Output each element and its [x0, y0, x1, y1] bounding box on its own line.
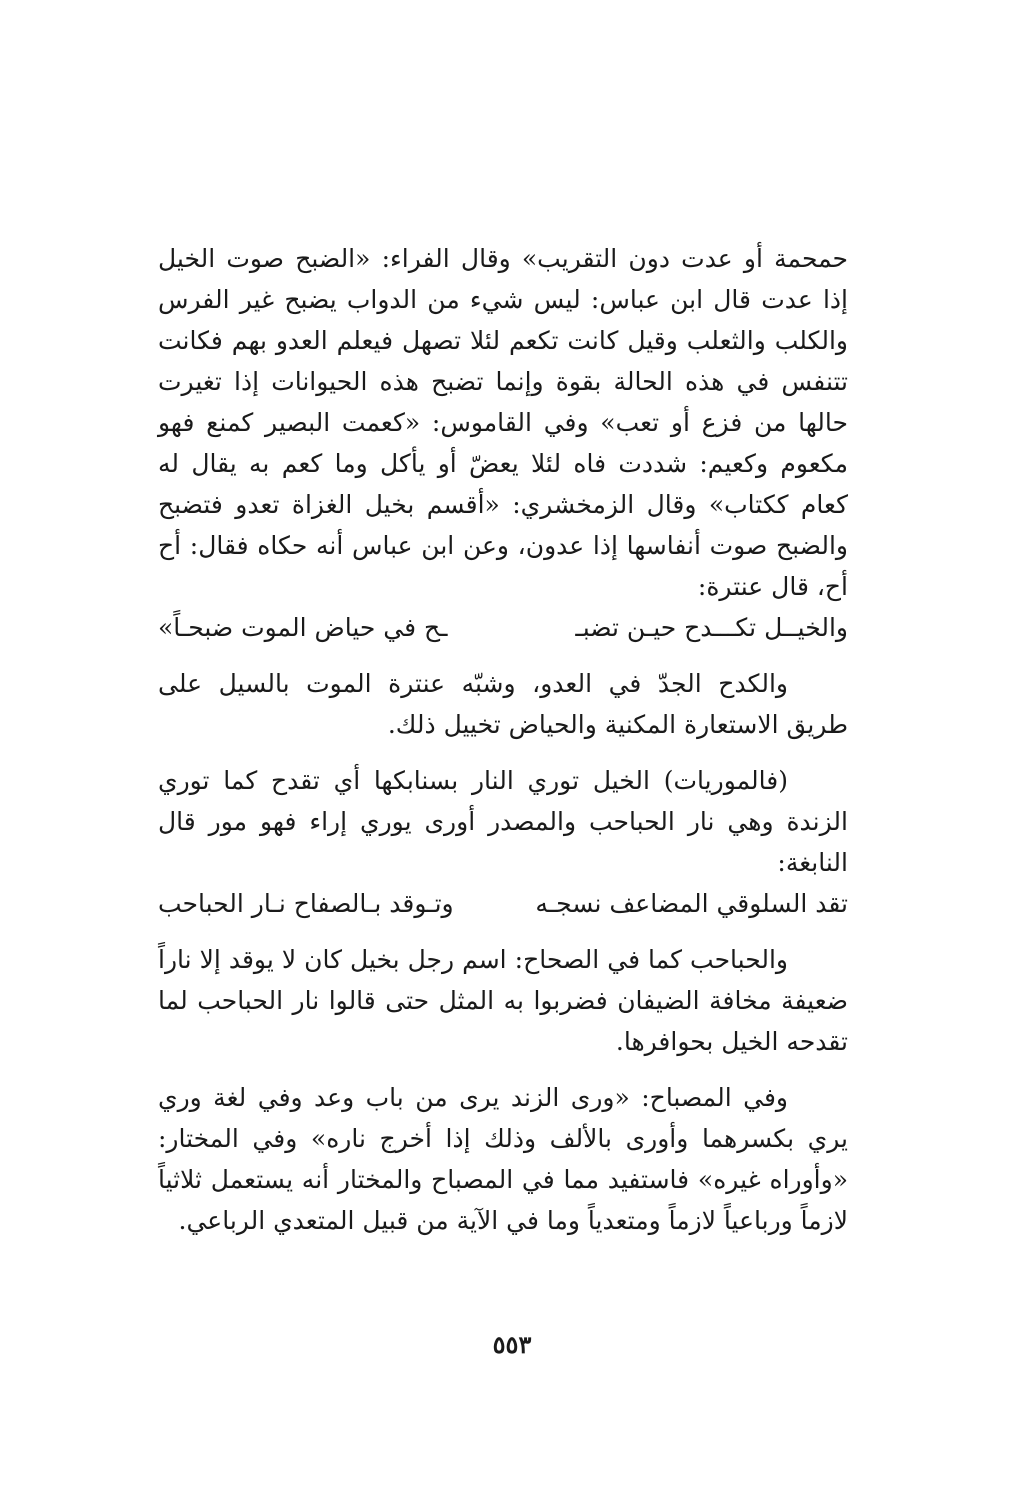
verse-nabigha — [158, 883, 848, 924]
page-number: ٥٥٣ — [492, 1330, 532, 1359]
verse-antara — [158, 607, 848, 648]
verse-antara-second-hemistich: ـح في حياض الموت ضبحـاً» — [158, 613, 448, 642]
verse-nabigha-first-hemistich: تقد السلوقي المضاعف نسجـه — [535, 889, 848, 918]
paragraph-4: والحباحب كما في الصحاح: اسم رجل بخيل كان لا يوقد إلا ناراً ضعيفة مخافة الضيفان فضربوا به المثل حتى قالوا نار الحباحب لما تقدحه الخيل بحوافرها. — [158, 945, 848, 1056]
verse-nabigha-second-hemistich: وتـوقد بـالصفاح نـار الحباحب — [158, 889, 454, 918]
verse-antara-first-hemistich: والخيــل تكـــدح حيـن تضبـ — [575, 613, 848, 642]
paragraph-5: وفي المصباح: «ورى الزند يرى من باب وعد وفي لغة وري يري بكسرهما وأورى بالألف وذلك إذا أخرج ناره» وفي المختار: «وأوراه غيره» فاستفيد مما في المصباح والمختار أنه يستعمل ثلاثياً لازماً ورباعياً لازماً ومتعدياً وما في الآية من قبيل المتعدي الرباعي. — [158, 1083, 848, 1235]
paragraph-2: والكدح الجدّ في العدو، وشبّه عنترة الموت بالسيل على طريق الاستعارة المكنية والحياض تخييل ذلك. — [158, 669, 848, 739]
body-text — [158, 238, 848, 1241]
paragraph-3: (فالموريات) الخيل توري النار بسنابكها أي تقدح كما توري الزندة وهي نار الحباحب والمصدر أورى يوري إراء فهو مور قال النابغة: — [158, 766, 848, 877]
paragraph-1: حمحمة أو عدت دون التقريب» وقال الفراء: «الضبح صوت الخيل إذا عدت قال ابن عباس: ليس شيء من الدواب يضبح غير الفرس والكلب والثعلب وقيل كانت تكعم لئلا تصهل فيعلم العدو بهم فكانت تتنفس في هذه الحالة بقوة وإنما تضبح هذه الحيوانات إذا تغيرت حالها من فزع أو تعب» وفي القاموس: «كعمت البصير كمنع فهو مكعوم وكعيم: شددت فاه لئلا يعضّ أو يأكل وما كعم به يقال له كعام ككتاب» وقال الزمخشري: «أقسم بخيل الغزاة تعدو فتضبح والضبح صوت أنفاسها إذا عدون، وعن ابن عباس أنه حكاه فقال: أح أح، قال عنترة: — [158, 244, 848, 601]
